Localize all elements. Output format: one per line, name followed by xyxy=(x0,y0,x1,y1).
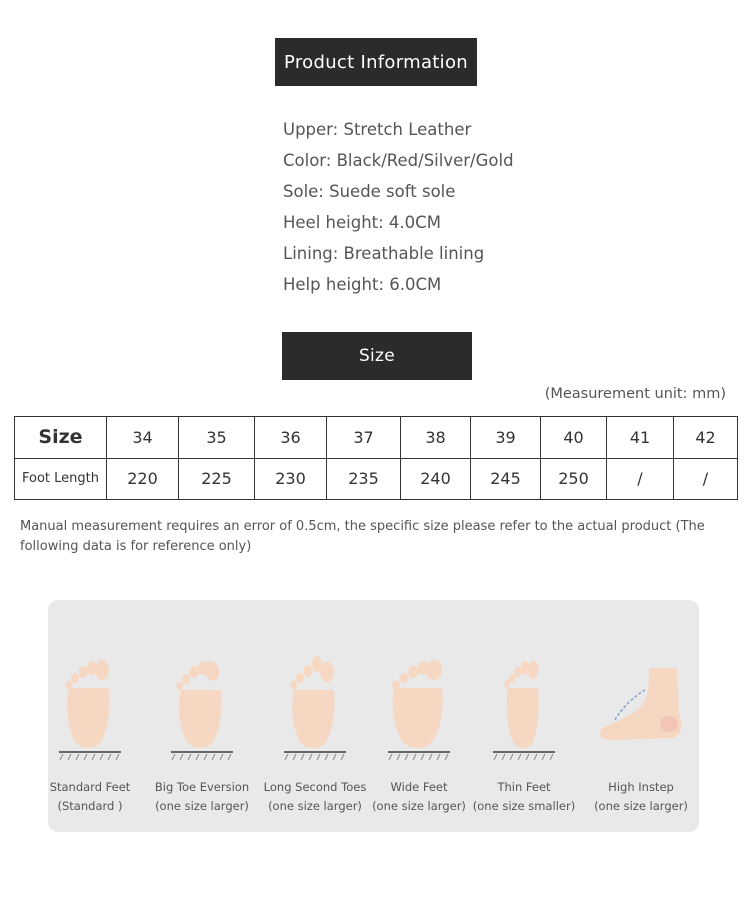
size-cell: 34 xyxy=(107,417,179,459)
info-heel-height: Heel height: 4.0CM xyxy=(283,213,441,232)
info-sole: Sole: Suede soft sole xyxy=(283,182,456,201)
size-cell: 39 xyxy=(471,417,541,459)
foot-type-name: High Instep xyxy=(608,780,674,794)
length-cell: / xyxy=(674,458,738,500)
foot-type-name: Standard Feet xyxy=(49,780,131,794)
size-cell: 38 xyxy=(401,417,471,459)
size-cell: 40 xyxy=(541,417,607,459)
info-lining: Lining: Breathable lining xyxy=(283,244,485,263)
size-table xyxy=(14,416,738,500)
big-toe-eversion-foot-icon xyxy=(167,650,237,760)
foot-type-name: Long Second Toes xyxy=(263,780,367,794)
foot-type-standard xyxy=(30,650,150,816)
size-cell: 42 xyxy=(674,417,738,459)
size-cell: 36 xyxy=(255,417,327,459)
length-cell: / xyxy=(607,458,674,500)
thin-foot-icon xyxy=(489,650,559,760)
length-cell: 230 xyxy=(255,458,327,500)
size-cell: 35 xyxy=(179,417,255,459)
product-information-title: Product Information xyxy=(275,38,477,86)
length-cell: 235 xyxy=(327,458,401,500)
foot-type-big-toe-eversion xyxy=(142,650,262,816)
wide-foot-icon xyxy=(384,650,454,760)
high-instep-foot-icon xyxy=(593,650,689,760)
size-title: Size xyxy=(282,332,472,380)
foot-type-advice: (one size larger) xyxy=(594,799,688,813)
info-color: Color: Black/Red/Silver/Gold xyxy=(283,151,514,170)
foot-length-row xyxy=(15,458,738,500)
size-row-header: Size xyxy=(15,417,107,459)
foot-type-advice: (one size smaller) xyxy=(472,799,576,813)
size-cell: 37 xyxy=(327,417,401,459)
size-cell: 41 xyxy=(607,417,674,459)
standard-foot-icon xyxy=(55,650,125,760)
foot-type-high-instep xyxy=(581,650,701,816)
foot-type-advice: (one size larger) xyxy=(372,799,466,813)
measurement-unit-note: (Measurement unit: mm) xyxy=(544,386,726,402)
foot-type-wide-feet xyxy=(359,650,479,816)
info-upper: Upper: Stretch Leather xyxy=(283,120,472,139)
foot-types-panel xyxy=(48,600,699,832)
foot-type-thin-feet xyxy=(464,650,584,816)
long-second-toes-foot-icon xyxy=(280,650,350,760)
foot-type-advice: (Standard ) xyxy=(57,799,123,813)
length-cell: 250 xyxy=(541,458,607,500)
info-help-height: Help height: 6.0CM xyxy=(283,275,442,294)
length-cell: 240 xyxy=(401,458,471,500)
product-info-list xyxy=(283,117,514,303)
foot-type-name: Wide Feet xyxy=(390,780,448,794)
size-row xyxy=(15,417,738,459)
length-cell: 225 xyxy=(179,458,255,500)
foot-type-name: Big Toe Eversion xyxy=(154,780,250,794)
length-cell: 220 xyxy=(107,458,179,500)
foot-length-row-header: Foot Length xyxy=(15,458,107,500)
foot-type-advice: (one size larger) xyxy=(155,799,249,813)
foot-type-long-second-toes xyxy=(255,650,375,816)
foot-type-name: Thin Feet xyxy=(497,780,551,794)
measurement-note: Manual measurement requires an error of 0.5cm, the specific size please refer to the actual product (The following data is for reference only) xyxy=(20,519,705,554)
length-cell: 245 xyxy=(471,458,541,500)
foot-type-advice: (one size larger) xyxy=(268,799,362,813)
